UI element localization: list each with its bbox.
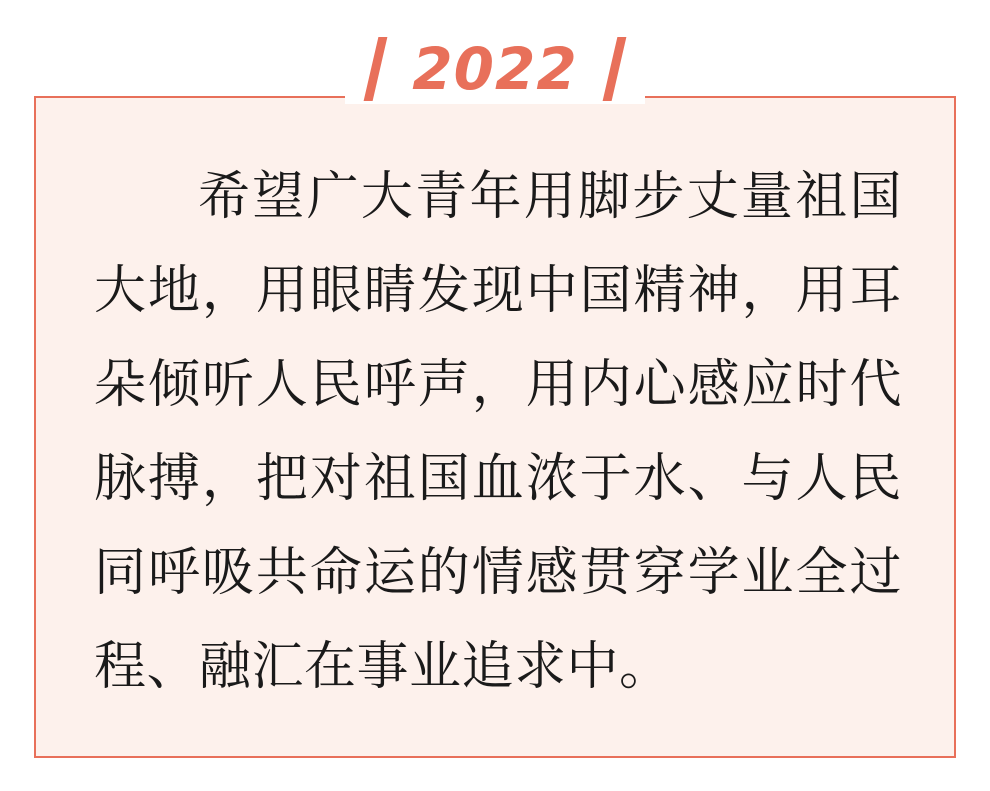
quote-card	[34, 96, 956, 758]
year-banner	[0, 30, 990, 108]
year-left-rule-icon	[364, 37, 388, 101]
quote-text: 希望广大青年用脚步丈量祖国大地，用眼睛发现中国精神，用耳朵倾听人民呼声，用内心感应时代脉搏，把对祖国血浓于水、与人民同呼吸共命运的情感贯穿学业全过程、融汇在事业追求中。	[94, 168, 902, 696]
year-label: 2022	[406, 37, 583, 101]
year-right-rule-icon	[602, 37, 626, 101]
